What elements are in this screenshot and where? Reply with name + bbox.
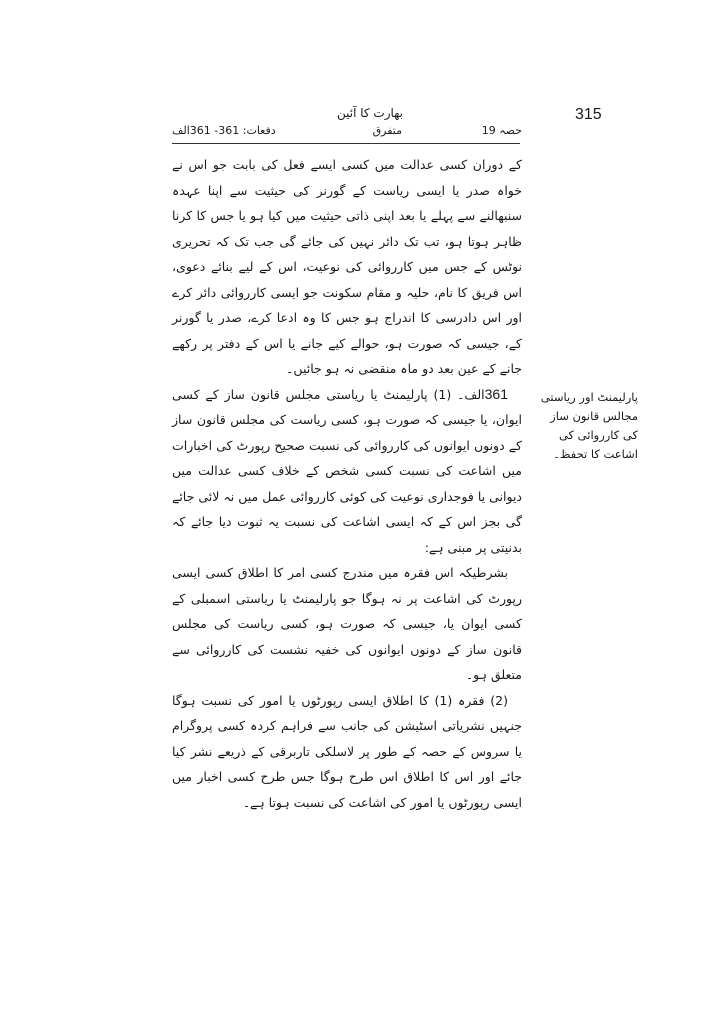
running-header: [172, 124, 522, 142]
proviso-paragraph: بشرطیکہ اس فقرہ میں مندرج کسی امر کا اطلاق کسی ایسی رپورٹ کی اشاعت پر نہ ہوگا جو پارلیمنٹ یا ریاستی اسمبلی کے کسی ایوان یا، جیسی کہ صورت ہو، کسی ریاست کی مجلس قانون ساز کے دونوں ایوانوں کی خفیہ نشست کی کارروائی سے متعلق ہو۔: [172, 565, 522, 682]
header-sections: دفعات: 361- 361الف: [172, 124, 276, 137]
marginal-note: پارلیمنٹ اور ریاستی مجالس قانون ساز کی کارروائی کی اشاعت کا تحفظ۔: [540, 390, 638, 461]
header-chapter: متفرق: [372, 124, 402, 137]
book-title: بھارت کا آئین: [336, 106, 404, 120]
main-text: [172, 152, 522, 815]
header-divider: [172, 143, 520, 144]
section-361a-clause-2: (2) فقرہ (1) کا اطلاق ایسی رپورٹوں یا امور کی نسبت ہوگا جنہیں نشریاتی اسٹیشن کی جانب سے فراہم کردہ کسی پروگرام یا سروس کے حصہ کے طور پر لاسلکی تاربرقی کے ذریعے نشر کیا جائے اور اس کا اطلاق اس طرح ہوگا جس طرح کسی اخبار میں ایسی رپورٹوں یا امور کی اشاعت کی نسبت ہوتا ہے۔: [172, 692, 522, 810]
page-number: 315: [575, 106, 602, 123]
section-number: 361: [484, 385, 508, 402]
paragraph-continued: کے دوران کسی عدالت میں کسی ایسے فعل کی بابت جو اس نے خواہ صدر یا ایسی ریاست کے گورنر کی حیثیت سے اپنا عہدہ سنبھالنے سے پہلے یا بعد اپنی ذاتی حیثیت میں کیا ہو یا جس کا کرنا ظاہر ہوتا ہو، تب تک دائر نہیں کی جائے گی جب تک کہ تحریری نوٹس کے جس میں کارروائی کی نوعیت، اس کے لیے بنائے دعوی، اس فریق کا نام، حلیہ و مقام سکونت جو ایسی کارروائی دائر کرے اور اس دادرسی کا اندراج ہو جس کا وہ ادعا کرے، صدر یا گورنر کے، جیسی کہ صورت ہو، حوالے کیے جانے یا اس کے دفتر پر رکھے جانے کے عین بعد دو ماہ منقضی نہ ہو جائیں۔: [172, 157, 522, 376]
header-part: حصہ 19: [481, 124, 522, 137]
section-text: الف۔ (1) پارلیمنٹ یا ریاستی مجلس قانون ساز کے کسی ایوان، یا جیسی کہ صورت ہو، کسی ریاست کی مجلس قانون ساز کے دونوں ایوانوں کی کارروائی کی نسبت صحیح رپورٹ کی اخبارات میں اشاعت کی نسبت کسی شخص کے خلاف کسی عدالت میں دیوانی یا فوجداری نوعیت کی کوئی کارروائی عمل میں نہ لائی جائے گی بجز اس کے کہ ایسی اشاعت کی نسبت یہ ثبوت دیا جائے کہ بدنیتی پر مبنی ہے:: [172, 386, 522, 555]
section-361a-clause-1: [172, 382, 522, 561]
